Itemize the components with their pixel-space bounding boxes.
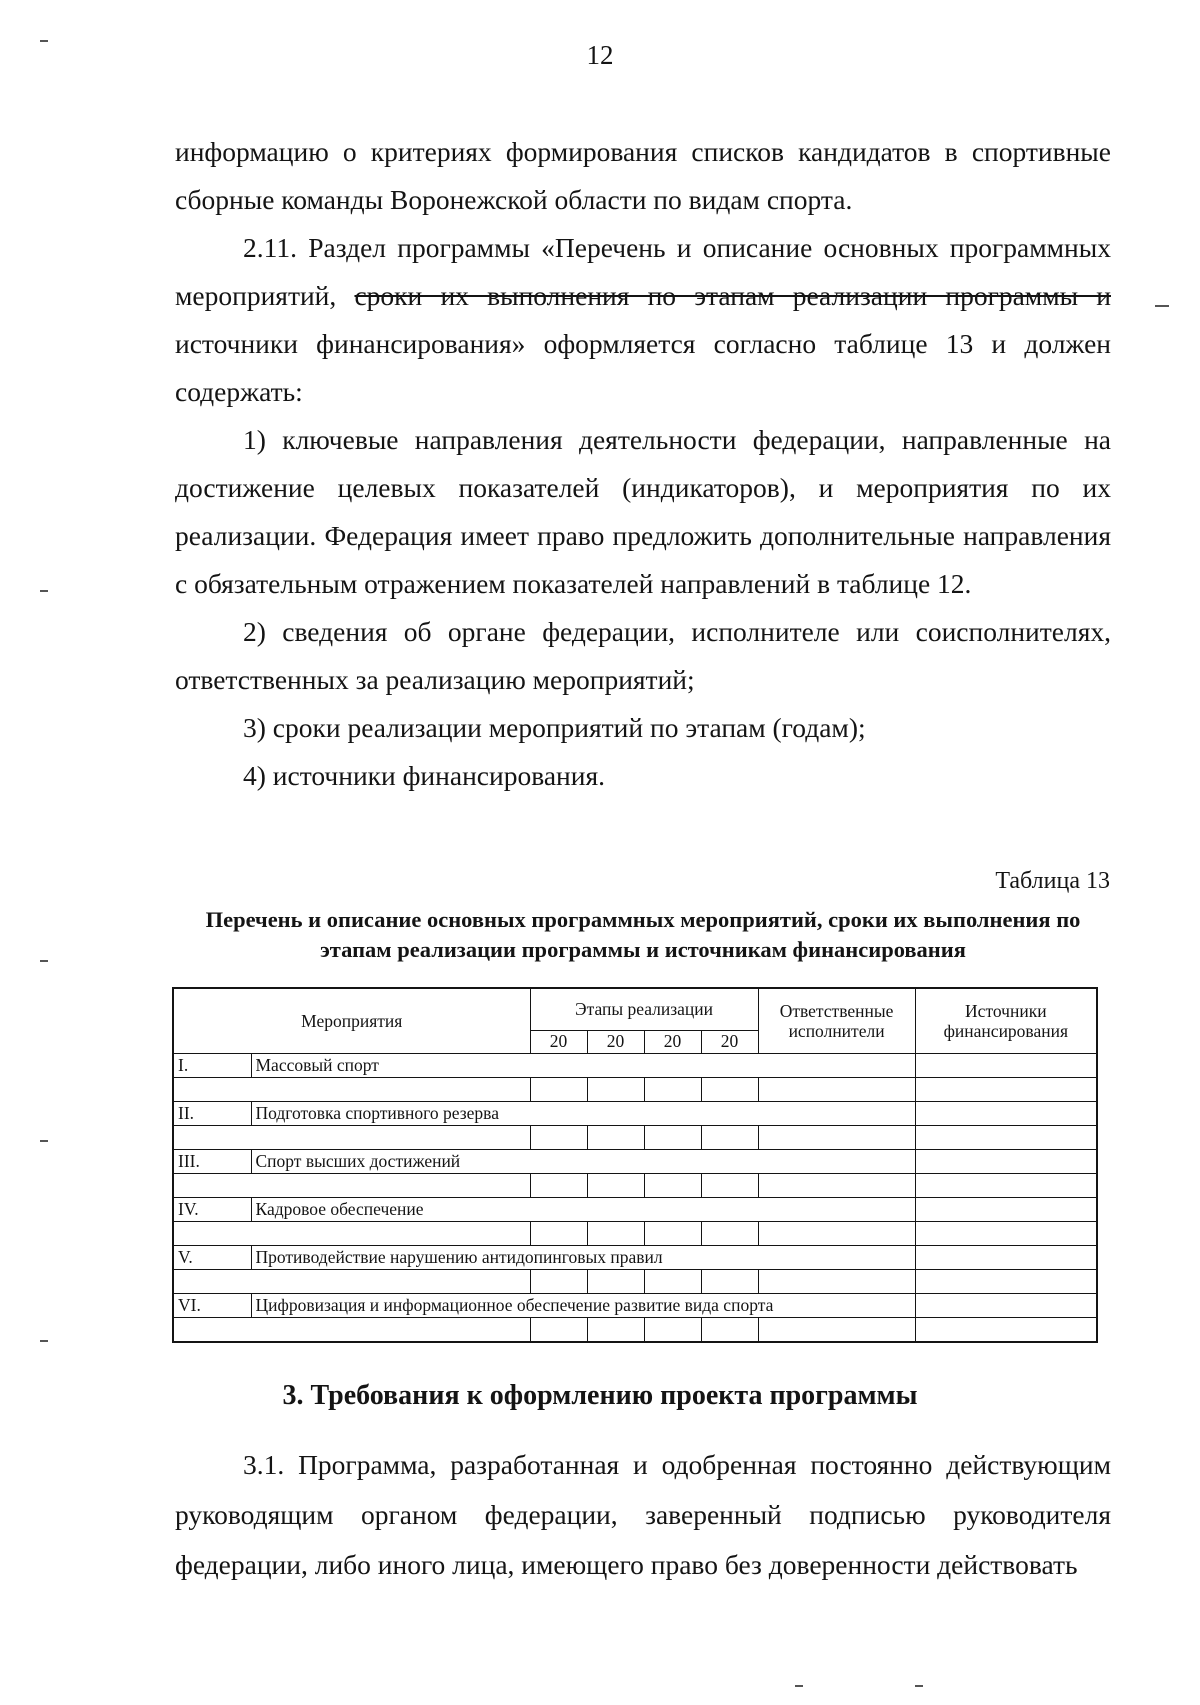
scan-speck: [795, 1685, 803, 1687]
year-cell: 20: [701, 1030, 758, 1053]
section-name: Массовый спорт: [251, 1053, 915, 1077]
paragraph-2-11-start: 2.11. Раздел программы «Перечень и описание основных программных мероприятий,: [175, 232, 1111, 311]
section-number: VI.: [173, 1293, 251, 1317]
list-item-2: 2) сведения об органе федерации, исполнителе или соисполнителях, ответственных за реализацию мероприятий;: [175, 616, 1111, 695]
header-stages: Этапы реализации: [530, 988, 758, 1030]
section-name: Кадровое обеспечение: [251, 1197, 915, 1221]
table-row: [173, 1077, 1097, 1101]
section-name: Цифровизация и информационное обеспечение развитие вида спорта: [251, 1293, 915, 1317]
scan-speck: [40, 590, 48, 592]
table-13: [172, 987, 1098, 1343]
year-cell: 20: [644, 1030, 701, 1053]
section-name: Спорт высших достижений: [251, 1149, 915, 1173]
section-3-text: [175, 1440, 1111, 1590]
scan-speck: [915, 1685, 923, 1687]
section-number: II.: [173, 1101, 251, 1125]
section-number: V.: [173, 1245, 251, 1269]
section-3-title: 3. Требования к оформлению проекта программы: [282, 1380, 918, 1411]
section-number: IV.: [173, 1197, 251, 1221]
paragraph-2-11: [175, 224, 1111, 416]
scan-speck: [1155, 305, 1169, 307]
header-activities: Мероприятия: [173, 988, 530, 1053]
header-sources: Источники финансирования: [915, 988, 1097, 1053]
scan-speck: [40, 40, 48, 42]
list-item-4: 4) источники финансирования.: [243, 760, 605, 791]
table-section-row: [173, 1245, 1097, 1269]
scan-speck: [40, 1140, 48, 1142]
year-cell: 20: [530, 1030, 587, 1053]
table-section-row: [173, 1293, 1097, 1317]
table-row: [173, 1125, 1097, 1149]
table-title: Перечень и описание основных программных мероприятий, сроки их выполнения по этапам реализации программы и источникам финансирования: [205, 907, 1081, 962]
table-section-row: [173, 1197, 1097, 1221]
table-section-row: [173, 1053, 1097, 1077]
page-number: 12: [586, 40, 614, 70]
list-item-1: 1) ключевые направления деятельности федерации, направленные на достижение целевых показателей (индикаторов), и мероприятия по их реализации. Федерация имеет право предложить дополнительные направления с обязательным отражением показателей направлений в таблице 12.: [175, 424, 1111, 599]
table-row: [173, 1269, 1097, 1293]
table-row: [173, 1317, 1097, 1342]
paragraph-3-1: 3.1. Программа, разработанная и одобренная постоянно действующим руководящим органом федерации, заверенный подписью руководителя федерации, либо иного лица, имеющего право без доверенности действовать: [175, 1449, 1111, 1580]
list-item-3: 3) сроки реализации мероприятий по этапам (годам);: [243, 712, 866, 743]
struck-text: сроки их выполнения по этапам реализации программы и: [354, 280, 1111, 311]
scan-speck: [40, 960, 48, 962]
section-number: III.: [173, 1149, 251, 1173]
header-responsible: Ответственные исполнители: [758, 988, 915, 1053]
year-cell: 20: [587, 1030, 644, 1053]
scan-speck: [40, 1340, 48, 1342]
section-name: Противодействие нарушению антидопинговых правил: [251, 1245, 915, 1269]
table-row: [173, 1173, 1097, 1197]
section-number: I.: [173, 1053, 251, 1077]
table-caption: Таблица 13: [995, 868, 1110, 894]
table-row: [173, 1221, 1097, 1245]
table-section-row: [173, 1149, 1097, 1173]
paragraph-continuation: информацию о критериях формирования списков кандидатов в спортивные сборные команды Воронежской области по видам спорта.: [175, 136, 1111, 215]
paragraph-2-11-end: источники финансирования» оформляется согласно таблице 13 и должен содержать:: [175, 328, 1111, 407]
body-text: [175, 128, 1111, 800]
table-section-row: [173, 1101, 1097, 1125]
section-name: Подготовка спортивного резерва: [251, 1101, 915, 1125]
